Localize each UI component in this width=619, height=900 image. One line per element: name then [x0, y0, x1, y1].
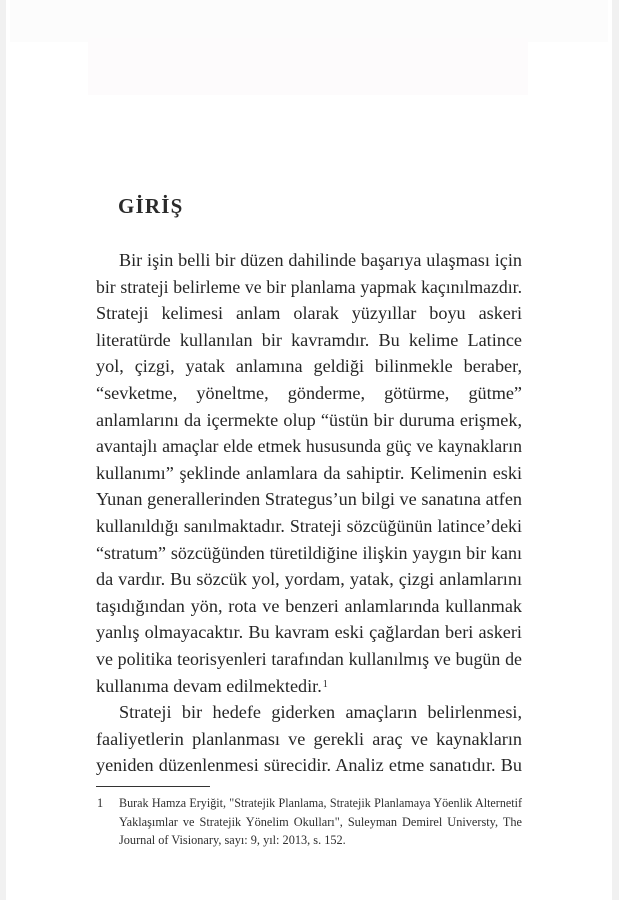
text-line: Strateji kelimesi anlam olarak yüzyıllar boyu askeri	[96, 303, 522, 324]
footnote-number: 1	[97, 796, 104, 810]
text-line: faaliyetlerin planlanması ve gerekli araç ve kaynakların	[96, 728, 522, 749]
page-edge-left	[0, 0, 6, 900]
text-line: kullanıldığı sanılmaktadır. Strateji sözcüğünün latince’deki	[96, 515, 522, 536]
text-line: ve politika teorisyenleri tarafından kullanılmış ve bugün de	[96, 648, 522, 669]
text-line: da vardır. Bu sözcük yol, yordam, yatak, çizgi anlamlarını	[96, 569, 522, 590]
text-line: kullanımı” şeklinde anlamlara da sahiptir. Kelimenin eski	[96, 462, 522, 483]
paragraph-1	[96, 247, 522, 699]
text-line: yeniden düzenlenmesi sürecidir. Analiz etme sanatıdır. Bu	[96, 755, 522, 776]
footnote-line: Yaklaşımlar ve Stratejik Yönelim Okulları", Suleyman Demirel Universty, The	[119, 814, 522, 829]
text-line: avantajlı amaçlar elde etmek hususunda güç ve kaynakların	[96, 436, 522, 457]
text-line: anlamlarını da içermekte olup “üstün bir duruma erişmek,	[96, 409, 522, 430]
paragraph-2	[96, 699, 522, 779]
text-line: taşıdığından yön, rota ve benzeri anlamlarında kullanmak	[96, 595, 522, 616]
footnote-reference[interactable]: 1	[322, 678, 328, 690]
text-line: “sevketme, yöneltme, gönderme, götürme, gütme”	[96, 382, 522, 403]
text-line: yol, çizgi, yatak anlamına geldiği bilinmekle beraber,	[96, 356, 522, 377]
footnote-line: Journal of Visionary, sayı: 9, yıl: 2013, s. 152.	[119, 833, 346, 848]
text-line-last	[96, 673, 522, 700]
footnote-text	[119, 794, 522, 850]
text-line: yanlış olmayacaktır. Bu kavram eski çağlardan beri askeri	[96, 622, 522, 643]
footnote-separator	[96, 786, 210, 787]
page-edge-right	[612, 0, 619, 900]
faded-header-area	[88, 38, 528, 95]
text-line: literatürde kullanılan bir kavramdır. Bu kelime Latince	[96, 329, 522, 350]
footnote-line: Burak Hamza Eryiğit, "Stratejik Planlama, Stratejik Planlamaya Yöenlik Alternetif	[119, 796, 522, 810]
text-line: Bir işin belli bir düzen dahilinde başarıya ulaşması için	[119, 250, 522, 270]
text-line: “stratum” sözcüğünden türetildiğine ilişkin yaygın bir kanı	[96, 542, 522, 563]
faded-top-band	[10, 0, 608, 42]
section-heading: GİRİŞ	[118, 194, 184, 218]
body-text	[96, 247, 522, 779]
text-line: bir strateji belirleme ve bir planlama yapmak kaçınılmazdır.	[96, 276, 522, 297]
text-line: Yunan generallerinden Strategus’un bilgi ve sanatına atfen	[96, 489, 522, 510]
text-line-content: kullanıma devam edilmektedir.	[96, 675, 322, 696]
text-line: Strateji bir hedefe giderken amaçların belirlenmesi,	[119, 702, 522, 723]
footnote	[96, 794, 522, 850]
